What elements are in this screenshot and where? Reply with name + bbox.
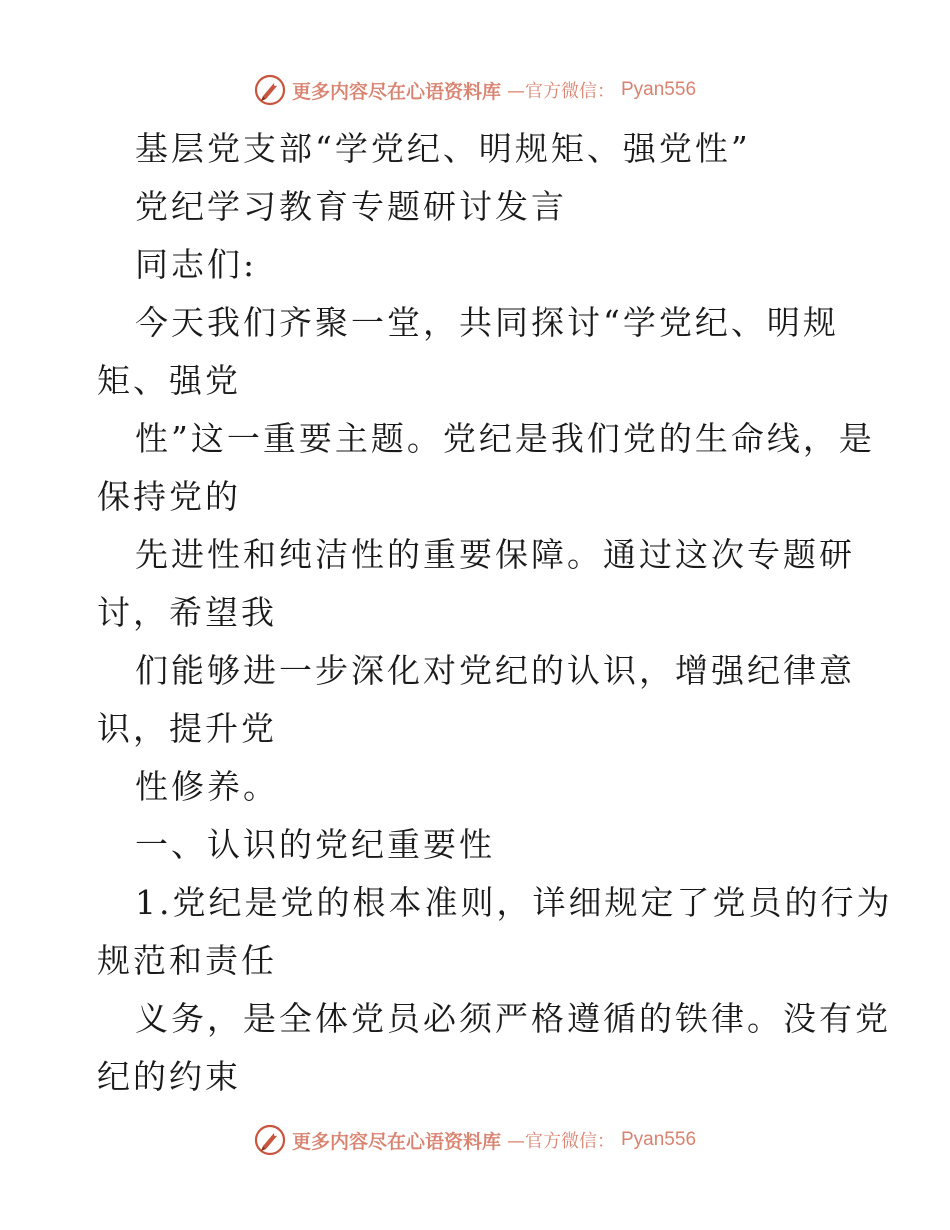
paragraph-line: 义务，是全体党员必须严格遵循的铁律。没有党	[135, 999, 891, 1038]
paragraph-line: 1.党纪是党的根本准则，详细规定了党员的行为	[135, 883, 893, 922]
watermark-wechat-id: Pyan556	[621, 79, 697, 100]
watermark-text: 更多内容尽在心语资料库	[291, 1130, 501, 1153]
paragraph-line: 保持党的	[97, 477, 241, 516]
header-watermark	[0, 70, 950, 110]
pen-logo-icon	[254, 74, 286, 106]
paragraph-line: 纪的约束	[97, 1057, 241, 1096]
document-title-line-2: 党纪学习教育专题研讨发言	[135, 187, 567, 226]
paragraph-line: 矩、强党	[97, 361, 241, 400]
paragraph-line: 识，提升党	[97, 709, 277, 748]
paragraph-line: 讨，希望我	[97, 593, 277, 632]
paragraph-line: 规范和责任	[97, 941, 277, 980]
watermark-text: 更多内容尽在心语资料库	[291, 80, 501, 103]
paragraph-line: 今天我们齐聚一堂，共同探讨“学党纪、明规	[135, 303, 839, 342]
paragraph-line: 们能够进一步深化对党纪的认识，增强纪律意	[135, 651, 855, 690]
watermark-wechat-id: Pyan556	[621, 1129, 697, 1150]
pen-logo-icon	[254, 1124, 286, 1156]
watermark-separator: —官方微信：	[507, 81, 615, 102]
document-title-line-1: 基层党支部“学党纪、明规矩、强党性”	[135, 129, 751, 168]
section-heading: 一、认识的党纪重要性	[135, 825, 495, 864]
salutation: 同志们:	[135, 245, 258, 284]
paragraph-line: 先进性和纯洁性的重要保障。通过这次专题研	[135, 535, 855, 574]
paragraph-line: 性”这一重要主题。党纪是我们党的生命线，是	[135, 419, 875, 458]
paragraph-line: 性修养。	[135, 767, 279, 806]
footer-watermark	[0, 1120, 950, 1160]
watermark-separator: —官方微信：	[507, 1131, 615, 1152]
